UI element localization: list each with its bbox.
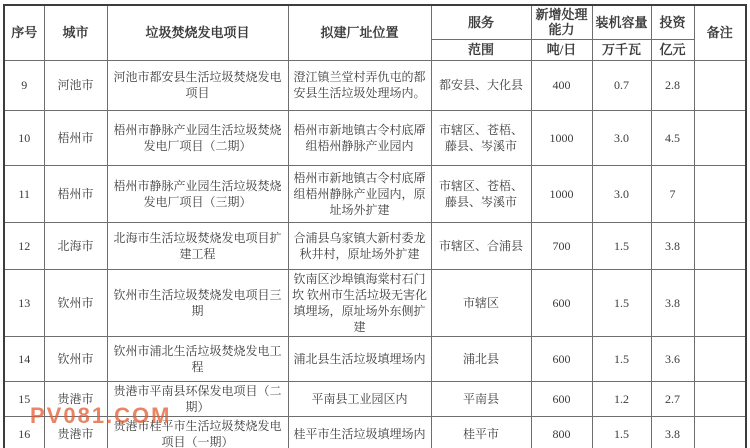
cell-remark (694, 222, 746, 269)
cell-capacity: 600 (531, 269, 592, 336)
cell-city: 梧州市 (44, 165, 107, 222)
cell-capacity: 600 (531, 336, 592, 381)
cell-capacity: 1000 (531, 165, 592, 222)
cell-index: 14 (4, 336, 44, 381)
cell-service: 桂平市 (431, 416, 531, 448)
cell-investment: 3.6 (651, 336, 694, 381)
cell-service: 市辖区、苍梧、藤县、岑溪市 (431, 110, 531, 165)
cell-remark (694, 165, 746, 222)
table-row (4, 381, 746, 416)
cell-installed: 1.5 (592, 222, 651, 269)
cell-investment: 3.8 (651, 416, 694, 448)
table-row (4, 222, 746, 269)
cell-capacity: 700 (531, 222, 592, 269)
cell-city: 贵港市 (44, 416, 107, 448)
cell-location: 平南县工业园区内 (288, 381, 431, 416)
cell-project: 贵港市桂平市生活垃圾焚烧发电项目（一期） (107, 416, 288, 448)
header-project: 垃圾焚烧发电项目 (107, 5, 288, 60)
cell-index: 15 (4, 381, 44, 416)
cell-location: 澄江镇兰堂村弄仇屯的都安县生活垃圾处理场内。 (288, 60, 431, 110)
header-city: 城市 (44, 5, 107, 60)
cell-investment: 2.8 (651, 60, 694, 110)
cell-city: 河池市 (44, 60, 107, 110)
cell-service: 市辖区、合浦县 (431, 222, 531, 269)
table-row (4, 165, 746, 222)
table-row (4, 416, 746, 448)
header-installed-unit: 万千瓦 (592, 39, 651, 60)
projects-table (3, 4, 747, 448)
cell-installed: 1.5 (592, 416, 651, 448)
cell-project: 梧州市静脉产业园生活垃圾焚烧发电厂项目（三期） (107, 165, 288, 222)
cell-installed: 3.0 (592, 110, 651, 165)
cell-city: 梧州市 (44, 110, 107, 165)
cell-remark (694, 269, 746, 336)
cell-remark (694, 60, 746, 110)
cell-project: 梧州市静脉产业园生活垃圾焚烧发电厂项目（二期） (107, 110, 288, 165)
cell-project: 钦州市生活垃圾焚烧发电项目三期 (107, 269, 288, 336)
cell-project: 河池市都安县生活垃圾焚烧发电项目 (107, 60, 288, 110)
cell-index: 10 (4, 110, 44, 165)
cell-city: 钦州市 (44, 269, 107, 336)
header-investment: 投资 (651, 5, 694, 39)
cell-location: 梧州市新地镇古令村底厣组梧州静脉产业园内，原址场外扩建 (288, 165, 431, 222)
cell-installed: 1.2 (592, 381, 651, 416)
cell-location: 梧州市新地镇古令村底厣组梧州静脉产业园内 (288, 110, 431, 165)
cell-capacity: 800 (531, 416, 592, 448)
cell-installed: 1.5 (592, 269, 651, 336)
cell-index: 12 (4, 222, 44, 269)
cell-investment: 7 (651, 165, 694, 222)
cell-index: 9 (4, 60, 44, 110)
cell-installed: 3.0 (592, 165, 651, 222)
cell-capacity: 1000 (531, 110, 592, 165)
cell-installed: 1.5 (592, 336, 651, 381)
header-index: 序号 (4, 5, 44, 60)
cell-location: 桂平市生活垃圾填埋场内 (288, 416, 431, 448)
cell-installed: 0.7 (592, 60, 651, 110)
cell-service: 市辖区、苍梧、藤县、岑溪市 (431, 165, 531, 222)
cell-service: 浦北县 (431, 336, 531, 381)
table-row (4, 269, 746, 336)
cell-city: 北海市 (44, 222, 107, 269)
table-header (4, 5, 746, 60)
site-watermark: PV081.COM (30, 403, 172, 428)
cell-remark (694, 336, 746, 381)
header-service: 服务 (431, 5, 531, 39)
header-remark: 备注 (694, 5, 746, 60)
table-row (4, 60, 746, 110)
header-investment-unit: 亿元 (651, 39, 694, 60)
header-service-sub: 范围 (431, 39, 531, 60)
table-row (4, 336, 746, 381)
cell-city: 钦州市 (44, 336, 107, 381)
cell-capacity: 400 (531, 60, 592, 110)
cell-investment: 4.5 (651, 110, 694, 165)
cell-remark (694, 110, 746, 165)
cell-project: 北海市生活垃圾焚烧发电项目扩建工程 (107, 222, 288, 269)
cell-index: 13 (4, 269, 44, 336)
cell-location: 合浦县乌家镇大新村委龙秋井村，原址场外扩建 (288, 222, 431, 269)
cell-service: 平南县 (431, 381, 531, 416)
cell-service: 都安县、大化县 (431, 60, 531, 110)
cell-investment: 3.8 (651, 222, 694, 269)
header-location: 拟建厂址位置 (288, 5, 431, 60)
header-capacity-unit: 吨/日 (531, 39, 592, 60)
cell-city: 贵港市 (44, 381, 107, 416)
cell-location: 浦北县生活垃圾填埋场内 (288, 336, 431, 381)
cell-index: 11 (4, 165, 44, 222)
cell-remark (694, 381, 746, 416)
table-body (4, 60, 746, 448)
cell-project: 贵港市平南县环保发电项目（二期） (107, 381, 288, 416)
cell-location: 钦南区沙埠镇海棠村石门坎 钦州市生活垃圾无害化填埋场，原址场外东侧扩建 (288, 269, 431, 336)
cell-remark (694, 416, 746, 448)
table-row (4, 110, 746, 165)
cell-investment: 3.8 (651, 269, 694, 336)
cell-investment: 2.7 (651, 381, 694, 416)
cell-project: 钦州市浦北生活垃圾焚烧发电工程 (107, 336, 288, 381)
header-installed: 装机容量 (592, 5, 651, 39)
cell-capacity: 600 (531, 381, 592, 416)
header-capacity: 新增处理能力 (531, 5, 592, 39)
cell-service: 市辖区 (431, 269, 531, 336)
cell-index: 16 (4, 416, 44, 448)
